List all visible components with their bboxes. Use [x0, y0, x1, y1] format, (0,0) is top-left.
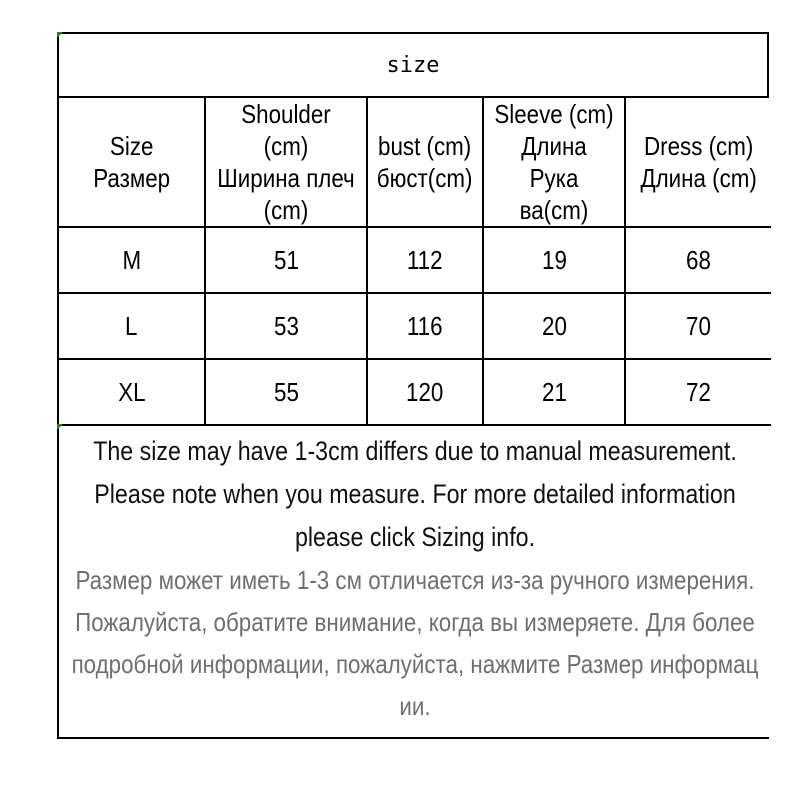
cell-sleeve: 19	[483, 227, 625, 293]
cell-size: M	[59, 227, 205, 293]
size-notes	[59, 426, 769, 737]
chart-title: size	[59, 34, 769, 98]
size-chart	[57, 32, 769, 739]
cell-dress: 70	[625, 293, 771, 359]
note-russian: Размер может иметь 1-3 см отличается из-за ручного измерения. Пожалуйста, обратите внимание, когда вы измеряете. Для более подробной информации, пожалуйста, нажмите Размер информац ии.	[71, 565, 759, 721]
size-table	[59, 98, 771, 426]
header-sleeve: Sleeve (cm) Длина Рука ва(cm)	[483, 98, 625, 227]
cell-shoulder: 53	[205, 293, 367, 359]
table-row	[59, 359, 771, 425]
header-size: Size Размер	[59, 98, 205, 227]
cell-bust: 112	[367, 227, 483, 293]
header-bust: bust (cm) бюст(cm)	[367, 98, 483, 227]
cell-bust: 116	[367, 293, 483, 359]
table-row	[59, 227, 771, 293]
cell-size: L	[59, 293, 205, 359]
cell-shoulder: 51	[205, 227, 367, 293]
corner-marker-icon	[57, 32, 63, 38]
cell-sleeve: 20	[483, 293, 625, 359]
cell-bust: 120	[367, 359, 483, 425]
header-dress: Dress (cm) Длина (cm)	[625, 98, 771, 227]
cell-sleeve: 21	[483, 359, 625, 425]
cell-size: XL	[59, 359, 205, 425]
corner-marker-icon	[57, 424, 63, 430]
cell-dress: 72	[625, 359, 771, 425]
note-english: The size may have 1-3cm differs due to manual measurement. Please note when you measure. For more detailed information please click Sizing info.	[93, 436, 737, 552]
cell-shoulder: 55	[205, 359, 367, 425]
table-row	[59, 293, 771, 359]
table-header-row	[59, 98, 771, 227]
cell-dress: 68	[625, 227, 771, 293]
header-shoulder: Shoulder (cm) Ширина плеч (cm)	[205, 98, 367, 227]
